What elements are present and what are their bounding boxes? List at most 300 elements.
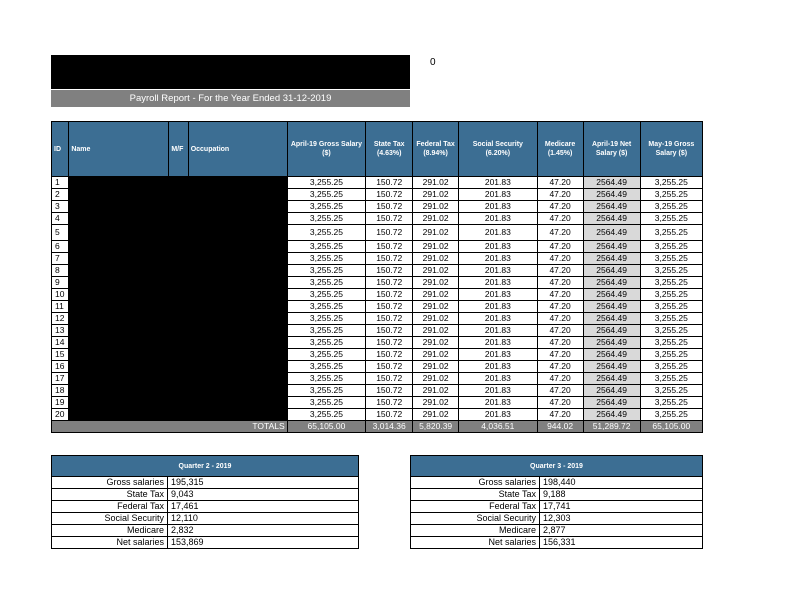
row-may-gross: 3,255.25 [640,201,702,213]
row-april-net: 2564.49 [583,373,640,385]
row-state-tax: 150.72 [366,397,413,409]
quarter-2-summary-table [51,455,359,549]
summary-value: 195,315 [168,477,359,489]
summary-value: 9,188 [540,489,703,501]
row-name-redacted [69,265,169,277]
row-april-net: 2564.49 [583,301,640,313]
row-social-security: 201.83 [459,225,538,241]
row-id: 13 [52,325,69,337]
table-row [52,213,703,225]
row-social-security: 201.83 [459,397,538,409]
totals-medicare: 944.02 [537,421,583,433]
totals-state-tax: 3,014.36 [366,421,413,433]
row-mf-redacted [169,325,188,337]
row-may-gross: 3,255.25 [640,337,702,349]
summary-value: 153,869 [168,537,359,549]
row-occupation-redacted [188,337,287,349]
row-name-redacted [69,253,169,265]
row-april-gross: 3,255.25 [287,349,366,361]
row-april-gross: 3,255.25 [287,313,366,325]
row-mf-redacted [169,337,188,349]
row-occupation-redacted [188,213,287,225]
row-april-net: 2564.49 [583,289,640,301]
header-medicare: Medicare (1.45%) [537,122,583,177]
summary-row [411,537,703,549]
report-title: Payroll Report - For the Year Ended 31-12-2019 [51,89,410,107]
row-may-gross: 3,255.25 [640,277,702,289]
row-social-security: 201.83 [459,241,538,253]
row-name-redacted [69,289,169,301]
row-april-net: 2564.49 [583,213,640,225]
row-april-gross: 3,255.25 [287,241,366,253]
row-may-gross: 3,255.25 [640,349,702,361]
summary-label: State Tax [52,489,168,501]
row-occupation-redacted [188,361,287,373]
row-social-security: 201.83 [459,409,538,421]
row-state-tax: 150.72 [366,213,413,225]
report-title-black-bar-top [51,55,410,71]
row-medicare: 47.20 [537,241,583,253]
row-social-security: 201.83 [459,325,538,337]
row-april-net: 2564.49 [583,385,640,397]
row-social-security: 201.83 [459,301,538,313]
row-april-gross: 3,255.25 [287,265,366,277]
row-federal-tax: 291.02 [413,289,459,301]
row-federal-tax: 291.02 [413,277,459,289]
row-may-gross: 3,255.25 [640,325,702,337]
row-state-tax: 150.72 [366,385,413,397]
header-federal-tax: Federal Tax (8.94%) [413,122,459,177]
row-id: 18 [52,385,69,397]
row-april-gross: 3,255.25 [287,213,366,225]
row-medicare: 47.20 [537,225,583,241]
row-april-gross: 3,255.25 [287,253,366,265]
table-row [52,361,703,373]
row-federal-tax: 291.02 [413,201,459,213]
table-row [52,265,703,277]
summary-label: State Tax [411,489,540,501]
row-medicare: 47.20 [537,409,583,421]
quarter-3-summary-table [410,455,703,549]
row-occupation-redacted [188,373,287,385]
row-name-redacted [69,225,169,241]
summary-row [411,477,703,489]
row-federal-tax: 291.02 [413,349,459,361]
summary-value: 2,832 [168,525,359,537]
row-federal-tax: 291.02 [413,361,459,373]
row-occupation-redacted [188,385,287,397]
row-may-gross: 3,255.25 [640,213,702,225]
row-state-tax: 150.72 [366,177,413,189]
row-id: 5 [52,225,69,241]
row-mf-redacted [169,385,188,397]
row-mf-redacted [169,213,188,225]
row-id: 1 [52,177,69,189]
row-name-redacted [69,213,169,225]
row-state-tax: 150.72 [366,325,413,337]
row-may-gross: 3,255.25 [640,301,702,313]
row-social-security: 201.83 [459,361,538,373]
summary-row [52,477,359,489]
row-mf-redacted [169,313,188,325]
summary-row [52,537,359,549]
row-social-security: 201.83 [459,337,538,349]
row-id: 6 [52,241,69,253]
row-may-gross: 3,255.25 [640,225,702,241]
summary-row [411,513,703,525]
summary-label: Net salaries [411,537,540,549]
header-occupation: Occupation [188,122,287,177]
summary-row [52,501,359,513]
row-occupation-redacted [188,225,287,241]
row-state-tax: 150.72 [366,409,413,421]
row-id: 19 [52,397,69,409]
row-federal-tax: 291.02 [413,225,459,241]
table-row [52,337,703,349]
row-occupation-redacted [188,301,287,313]
row-medicare: 47.20 [537,289,583,301]
row-name-redacted [69,397,169,409]
report-title-black-bar-middle [51,71,410,89]
row-occupation-redacted [188,397,287,409]
row-name-redacted [69,325,169,337]
row-federal-tax: 291.02 [413,301,459,313]
row-social-security: 201.83 [459,349,538,361]
row-federal-tax: 291.02 [413,253,459,265]
row-id: 12 [52,313,69,325]
row-medicare: 47.20 [537,277,583,289]
row-occupation-redacted [188,253,287,265]
row-april-gross: 3,255.25 [287,177,366,189]
row-may-gross: 3,255.25 [640,265,702,277]
table-row [52,201,703,213]
table-header-row [52,122,703,177]
row-occupation-redacted [188,349,287,361]
row-medicare: 47.20 [537,349,583,361]
row-april-net: 2564.49 [583,397,640,409]
totals-social-security: 4,036.51 [459,421,538,433]
row-id: 15 [52,349,69,361]
row-april-gross: 3,255.25 [287,277,366,289]
row-april-gross: 3,255.25 [287,385,366,397]
table-row [52,189,703,201]
summary-row [52,525,359,537]
row-social-security: 201.83 [459,265,538,277]
row-state-tax: 150.72 [366,241,413,253]
row-april-gross: 3,255.25 [287,225,366,241]
row-may-gross: 3,255.25 [640,397,702,409]
table-row [52,277,703,289]
row-state-tax: 150.72 [366,253,413,265]
row-social-security: 201.83 [459,189,538,201]
row-occupation-redacted [188,409,287,421]
row-april-net: 2564.49 [583,265,640,277]
row-occupation-redacted [188,289,287,301]
row-state-tax: 150.72 [366,189,413,201]
row-mf-redacted [169,349,188,361]
row-april-gross: 3,255.25 [287,289,366,301]
table-row [52,253,703,265]
row-id: 8 [52,265,69,277]
totals-federal-tax: 5,820.39 [413,421,459,433]
table-row [52,177,703,189]
row-april-gross: 3,255.25 [287,397,366,409]
table-row [52,241,703,253]
row-federal-tax: 291.02 [413,241,459,253]
row-federal-tax: 291.02 [413,189,459,201]
header-april-gross: April-19 Gross Salary ($) [287,122,366,177]
totals-row [52,421,703,433]
row-may-gross: 3,255.25 [640,289,702,301]
row-mf-redacted [169,301,188,313]
row-april-net: 2564.49 [583,225,640,241]
row-may-gross: 3,255.25 [640,253,702,265]
summary-label: Federal Tax [52,501,168,513]
row-april-net: 2564.49 [583,201,640,213]
row-mf-redacted [169,241,188,253]
table-row [52,397,703,409]
row-april-gross: 3,255.25 [287,373,366,385]
row-may-gross: 3,255.25 [640,361,702,373]
table-row [52,225,703,241]
row-federal-tax: 291.02 [413,213,459,225]
quarter-3-body [411,477,703,549]
row-mf-redacted [169,289,188,301]
row-occupation-redacted [188,265,287,277]
summary-label: Net salaries [52,537,168,549]
row-id: 20 [52,409,69,421]
row-medicare: 47.20 [537,397,583,409]
totals-label: TOTALS [52,421,288,433]
row-occupation-redacted [188,177,287,189]
row-may-gross: 3,255.25 [640,313,702,325]
row-medicare: 47.20 [537,385,583,397]
row-mf-redacted [169,409,188,421]
row-mf-redacted [169,253,188,265]
row-state-tax: 150.72 [366,277,413,289]
row-social-security: 201.83 [459,253,538,265]
payroll-table [51,121,703,433]
row-name-redacted [69,349,169,361]
row-federal-tax: 291.02 [413,409,459,421]
row-name-redacted [69,385,169,397]
row-mf-redacted [169,189,188,201]
row-april-net: 2564.49 [583,361,640,373]
row-april-net: 2564.49 [583,325,640,337]
totals-net: 51,289.72 [583,421,640,433]
row-april-gross: 3,255.25 [287,325,366,337]
row-name-redacted [69,277,169,289]
row-may-gross: 3,255.25 [640,373,702,385]
row-id: 9 [52,277,69,289]
row-april-gross: 3,255.25 [287,301,366,313]
row-id: 16 [52,361,69,373]
quarter-2-body [52,477,359,549]
zero-value-cell: 0 [430,57,436,68]
row-medicare: 47.20 [537,373,583,385]
row-state-tax: 150.72 [366,337,413,349]
row-occupation-redacted [188,277,287,289]
row-state-tax: 150.72 [366,265,413,277]
summary-value: 156,331 [540,537,703,549]
header-social-security: Social Security (6.20%) [459,122,538,177]
row-mf-redacted [169,225,188,241]
row-medicare: 47.20 [537,253,583,265]
row-april-net: 2564.49 [583,349,640,361]
summary-label: Medicare [52,525,168,537]
row-april-gross: 3,255.25 [287,337,366,349]
row-id: 4 [52,213,69,225]
summary-row [411,489,703,501]
row-name-redacted [69,337,169,349]
totals-gross: 65,105.00 [287,421,366,433]
row-federal-tax: 291.02 [413,337,459,349]
summary-label: Social Security [52,513,168,525]
summary-label: Gross salaries [411,477,540,489]
header-name: Name [69,122,169,177]
row-mf-redacted [169,361,188,373]
summary-value: 198,440 [540,477,703,489]
row-federal-tax: 291.02 [413,397,459,409]
row-medicare: 47.20 [537,325,583,337]
row-april-net: 2564.49 [583,189,640,201]
row-state-tax: 150.72 [366,361,413,373]
header-mf: M/F [169,122,188,177]
row-social-security: 201.83 [459,277,538,289]
row-federal-tax: 291.02 [413,313,459,325]
row-federal-tax: 291.02 [413,265,459,277]
header-state-tax: State Tax (4.63%) [366,122,413,177]
row-mf-redacted [169,373,188,385]
row-medicare: 47.20 [537,189,583,201]
row-name-redacted [69,241,169,253]
row-id: 11 [52,301,69,313]
table-row [52,289,703,301]
table-row [52,301,703,313]
header-id: ID [52,122,69,177]
summary-value: 17,741 [540,501,703,513]
quarter-3-title: Quarter 3 - 2019 [411,456,703,477]
row-id: 14 [52,337,69,349]
row-occupation-redacted [188,201,287,213]
header-april-net: April-19 Net Salary ($) [583,122,640,177]
row-mf-redacted [169,177,188,189]
row-federal-tax: 291.02 [413,325,459,337]
row-april-gross: 3,255.25 [287,409,366,421]
row-name-redacted [69,373,169,385]
summary-row [52,513,359,525]
row-may-gross: 3,255.25 [640,189,702,201]
row-mf-redacted [169,397,188,409]
summary-label: Social Security [411,513,540,525]
row-social-security: 201.83 [459,373,538,385]
header-may-gross: May-19 Gross Salary ($) [640,122,702,177]
row-mf-redacted [169,201,188,213]
row-state-tax: 150.72 [366,289,413,301]
row-id: 3 [52,201,69,213]
row-april-net: 2564.49 [583,337,640,349]
table-row [52,373,703,385]
row-id: 2 [52,189,69,201]
summary-value: 2,877 [540,525,703,537]
summary-value: 12,303 [540,513,703,525]
row-id: 7 [52,253,69,265]
row-medicare: 47.20 [537,337,583,349]
summary-label: Federal Tax [411,501,540,513]
row-state-tax: 150.72 [366,201,413,213]
row-april-net: 2564.49 [583,241,640,253]
row-april-net: 2564.49 [583,277,640,289]
row-medicare: 47.20 [537,265,583,277]
row-id: 10 [52,289,69,301]
row-federal-tax: 291.02 [413,177,459,189]
row-state-tax: 150.72 [366,373,413,385]
summary-value: 12,110 [168,513,359,525]
row-occupation-redacted [188,325,287,337]
row-state-tax: 150.72 [366,301,413,313]
row-social-security: 201.83 [459,177,538,189]
quarter-2-title: Quarter 2 - 2019 [52,456,359,477]
row-name-redacted [69,409,169,421]
row-occupation-redacted [188,241,287,253]
row-april-net: 2564.49 [583,313,640,325]
row-april-gross: 3,255.25 [287,189,366,201]
table-row [52,409,703,421]
row-may-gross: 3,255.25 [640,385,702,397]
summary-value: 17,461 [168,501,359,513]
row-mf-redacted [169,277,188,289]
row-april-net: 2564.49 [583,409,640,421]
row-medicare: 47.20 [537,177,583,189]
summary-row [411,501,703,513]
row-april-gross: 3,255.25 [287,201,366,213]
payroll-table-body [52,177,703,421]
row-federal-tax: 291.02 [413,385,459,397]
row-medicare: 47.20 [537,313,583,325]
row-name-redacted [69,189,169,201]
row-social-security: 201.83 [459,213,538,225]
row-state-tax: 150.72 [366,313,413,325]
row-name-redacted [69,177,169,189]
summary-label: Medicare [411,525,540,537]
row-medicare: 47.20 [537,361,583,373]
row-april-net: 2564.49 [583,253,640,265]
row-april-net: 2564.49 [583,177,640,189]
summary-row [52,489,359,501]
row-state-tax: 150.72 [366,225,413,241]
row-may-gross: 3,255.25 [640,241,702,253]
summary-value: 9,043 [168,489,359,501]
row-social-security: 201.83 [459,385,538,397]
row-name-redacted [69,201,169,213]
row-occupation-redacted [188,313,287,325]
row-social-security: 201.83 [459,201,538,213]
row-state-tax: 150.72 [366,349,413,361]
row-medicare: 47.20 [537,213,583,225]
summary-label: Gross salaries [52,477,168,489]
row-april-gross: 3,255.25 [287,361,366,373]
table-row [52,325,703,337]
summary-row [411,525,703,537]
row-name-redacted [69,301,169,313]
row-may-gross: 3,255.25 [640,409,702,421]
row-mf-redacted [169,265,188,277]
row-social-security: 201.83 [459,289,538,301]
table-row [52,313,703,325]
totals-may-gross: 65,105.00 [640,421,702,433]
row-medicare: 47.20 [537,301,583,313]
table-row [52,385,703,397]
